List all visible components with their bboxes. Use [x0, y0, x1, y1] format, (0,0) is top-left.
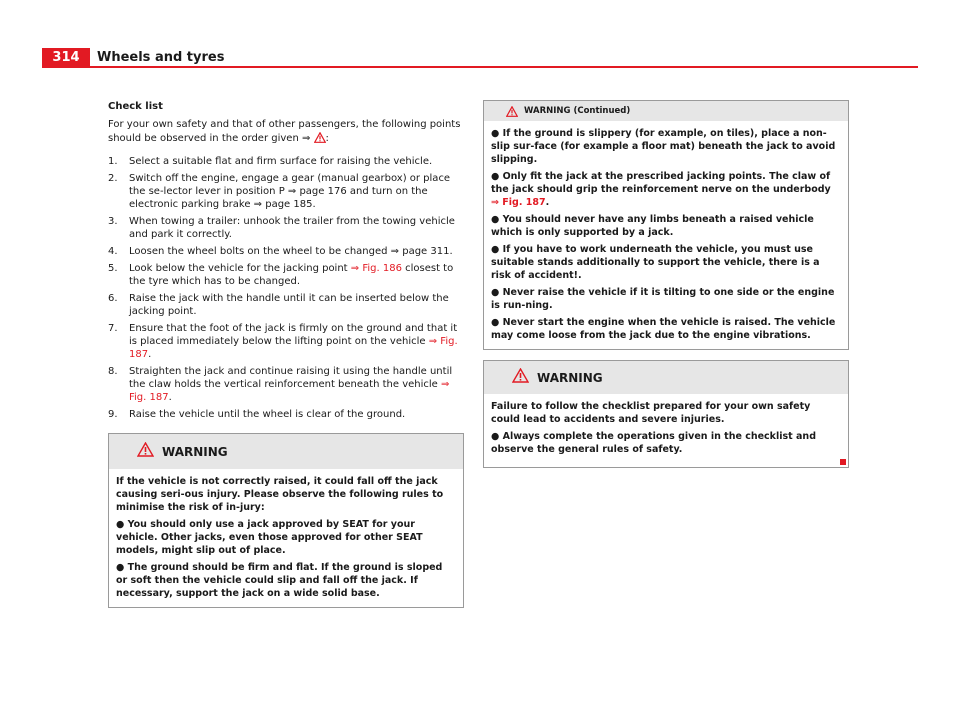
warning-bullet: ● If the ground is slippery (for example, on tiles), place a non-slip sur-face (for example a floor mat) beneath the jack to avoid slipping. [491, 128, 836, 165]
warning-bullet: ● You should only use a jack approved by SEAT for your vehicle. Other jacks, even those approved for other SEAT models, might slip out of place. [116, 519, 423, 556]
section-end-marker [840, 459, 846, 465]
page-title: Wheels and tyres [97, 50, 225, 65]
list-item: 1. Select a suitable flat and firm surface for raising the vehicle. [108, 156, 433, 167]
warning-box [108, 433, 464, 608]
right-column [483, 100, 849, 468]
left-column [108, 100, 466, 608]
list-item: 8. Straighten the jack and continue raising it using the handle until the claw holds the vertical reinforcement beneath the vehicle ⇒ Fig. 187. [108, 366, 453, 403]
warning-box-header [484, 101, 848, 121]
page-number: 314 [42, 48, 90, 68]
header-rule [90, 66, 918, 68]
warning-bullet: ● Only fit the jack at the prescribed jacking points. The claw of the jack should grip the reinforcement nerve on the underbody ⇒ Fig. 187. [491, 171, 831, 208]
warning-triangle-icon [137, 442, 154, 461]
intro-end: : [325, 132, 329, 144]
warning-bullet: ● Always complete the operations given in the checklist and observe the general rules of safety. [491, 431, 816, 455]
warning-bullet: ● Never raise the vehicle if it is tilting to one side or the engine is run-ning. [491, 287, 835, 311]
warning-bullet: ● If you have to work underneath the vehicle, you must use suitable stands additionally to support the vehicle, there is a risk of accident!. [491, 244, 820, 281]
list-item: 4. Loosen the wheel bolts on the wheel to be changed ⇒ page 311. [108, 246, 453, 257]
list-item: 6. Raise the jack with the handle until it can be inserted below the jacking point. [108, 293, 449, 317]
list-item: 7. Ensure that the foot of the jack is firmly on the ground and that it is placed immediately below the lifting point on the vehicle ⇒ Fig. 187. [108, 323, 458, 360]
warning-text: Failure to follow the checklist prepared for your own safety could lead to accidents and severe injuries. [491, 401, 811, 425]
warning-bullet: ● Never start the engine when the vehicle is raised. The vehicle may come loose from the jack due to the engine vibrations. [491, 317, 836, 341]
warning-box-header [484, 361, 848, 394]
list-item: 2. Switch off the engine, engage a gear (manual gearbox) or place the se-lector lever in position P ⇒ page 176 and turn on the electronic parking brake ⇒ page 185. [108, 173, 451, 210]
intro-text: For your own safety and that of other passengers, the following points should be observed in the order given ⇒ [108, 119, 461, 144]
warning-triangle-icon [506, 102, 518, 121]
warning-box-2 [483, 360, 849, 468]
warning-triangle-icon[interactable] [314, 132, 326, 148]
warning-bullet: ● The ground should be firm and flat. If the ground is sloped or soft then the vehicle could slip and fall off the jack. If necessary, support the jack on a wide solid base. [116, 562, 443, 599]
warning-box-header [109, 434, 463, 469]
warning-text: If the vehicle is not correctly raised, it could fall off the jack causing seri-ous injury. Please observe the following rules to minimise the risk of in-jury: [116, 476, 444, 513]
warning-triangle-icon [512, 368, 529, 387]
warning-continued-box [483, 100, 849, 350]
fig-link[interactable]: ⇒ Fig. 186 [350, 263, 402, 274]
warning-body [484, 394, 848, 467]
checklist-steps [108, 155, 466, 421]
checklist-heading: Check list [108, 101, 163, 112]
warning-label: WARNING (Continued) [524, 106, 631, 116]
warning-bullet: ● You should never have any limbs beneath a raised vehicle which is only supported by a jack. [491, 214, 814, 238]
checklist-intro [108, 118, 466, 147]
warning-body [109, 469, 463, 607]
warning-label: WARNING [162, 444, 228, 459]
list-item: 3. When towing a trailer: unhook the trailer from the towing vehicle and park it correctly. [108, 216, 455, 240]
fig-link[interactable]: ⇒ Fig. 187 [129, 336, 458, 360]
warning-label: WARNING [537, 370, 603, 385]
warning-body [484, 121, 848, 349]
list-item: 9. Raise the vehicle until the wheel is clear of the ground. [108, 409, 406, 420]
fig-link[interactable]: ⇒ Fig. 187 [129, 379, 450, 403]
fig-link[interactable]: ⇒ Fig. 187 [491, 197, 546, 208]
list-item: 5. Look below the vehicle for the jacking point ⇒ Fig. 186 closest to the tyre which has to be changed. [108, 263, 454, 287]
